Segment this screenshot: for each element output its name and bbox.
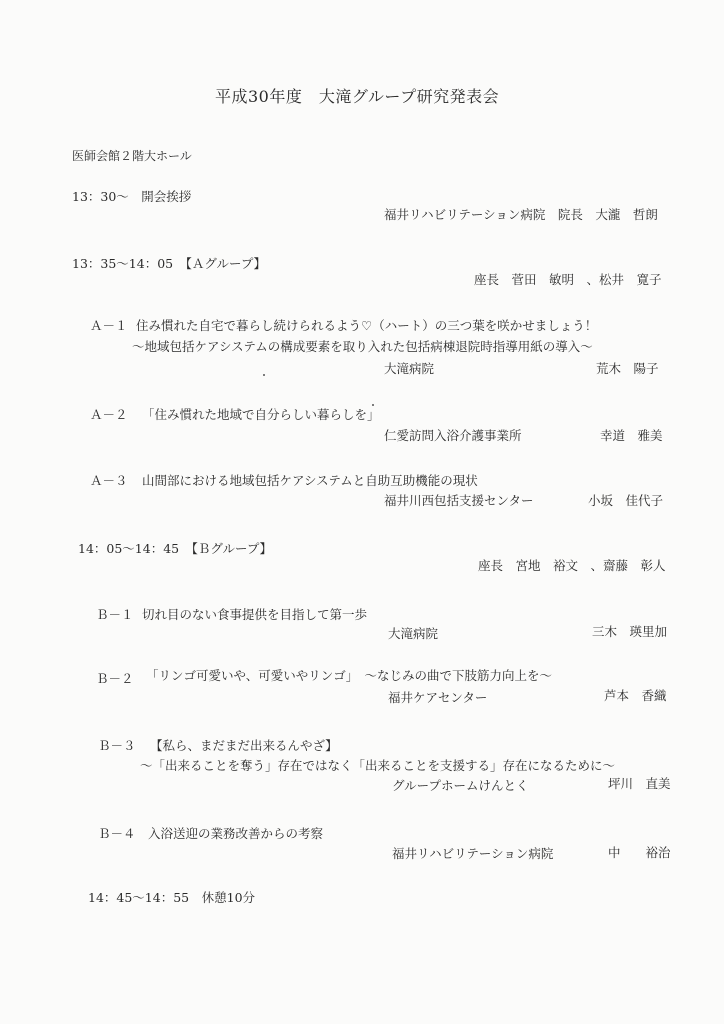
b2-presenter: 芦本 香織 (604, 688, 667, 703)
b1-number: Ｂ－１ (96, 607, 134, 622)
b4-title: 入浴送迎の業務改善からの考察 (148, 826, 324, 841)
b1-title: 切れ目のない食事提供を目指して第一歩 (142, 607, 368, 622)
break-time: 14：45～14：55 休憩10分 (88, 890, 256, 905)
a1-number: Ａ－１ (90, 318, 128, 333)
b1-presenter: 三木 瑛里加 (592, 624, 668, 639)
venue: 医師会館２階大ホール (72, 149, 192, 163)
group-a-chairs: 座長 菅田 敏明 、松井 寛子 (474, 272, 662, 287)
opening-org: 福井リハビリテーション病院 院長 大瀧 哲朗 (384, 207, 658, 222)
b3-number: Ｂ－３ (98, 738, 136, 753)
a2-title: 「住み慣れた地域で自分らしい暮らしを」 (142, 407, 380, 422)
opening-time: 13：30～ 開会挨拶 (72, 189, 192, 204)
b3-subtitle: ～「出来ることを奪う」存在ではなく「出来ることを支援する」存在になるために～ (140, 758, 616, 773)
a3-org: 福井川西包括支援センター (384, 493, 534, 508)
scan-speck (263, 374, 265, 376)
b1-org: 大滝病院 (388, 626, 439, 641)
b4-number: Ｂ－４ (98, 826, 136, 841)
b2-org: 福井ケアセンター (388, 690, 488, 705)
a3-number: Ａ－３ (90, 473, 128, 488)
b2-title: 「リンゴ可愛いや、可愛いやリンゴ」 ～なじみの曲で下肢筋力向上を～ (146, 668, 553, 683)
group-a-time: 13：35～14：05 【Ａグループ】 (72, 256, 266, 271)
a2-number: Ａ－２ (90, 407, 128, 422)
b2-number: Ｂ－２ (96, 671, 134, 686)
scan-speck (372, 404, 374, 406)
group-b-chairs: 座長 宮地 裕文 、齋藤 彰人 (478, 558, 666, 573)
a1-title: 住み慣れた自宅で暮らし続けられるよう♡（ハート）の三つ葉を咲かせましょう！ (136, 318, 598, 333)
a3-presenter: 小坂 佳代子 (588, 493, 664, 508)
a3-title: 山間部における地域包括ケアシステムと自助互助機能の現状 (142, 473, 478, 488)
b4-org: 福井リハビリテーション病院 (392, 846, 554, 861)
a1-org: 大滝病院 (384, 361, 435, 376)
a2-presenter: 幸道 雅美 (600, 428, 663, 443)
b4-presenter: 中 裕治 (608, 845, 671, 860)
a1-subtitle: ～地域包括ケアシステムの構成要素を取り入れた包括病棟退院時指導用紙の導入～ (132, 339, 593, 354)
b3-presenter: 坪川 直美 (608, 776, 671, 791)
b3-title: 【私ら、まだまだ出来るんやざ】 (150, 738, 338, 753)
a2-org: 仁愛訪問入浴介護事業所 (384, 428, 522, 443)
b3-org: グループホームけんとく (392, 778, 529, 793)
group-b-time: 14：05～14：45 【Ｂグループ】 (78, 541, 272, 556)
page-title: 平成30年度 大滝グループ研究発表会 (215, 87, 500, 106)
a1-presenter: 荒木 陽子 (596, 361, 659, 376)
